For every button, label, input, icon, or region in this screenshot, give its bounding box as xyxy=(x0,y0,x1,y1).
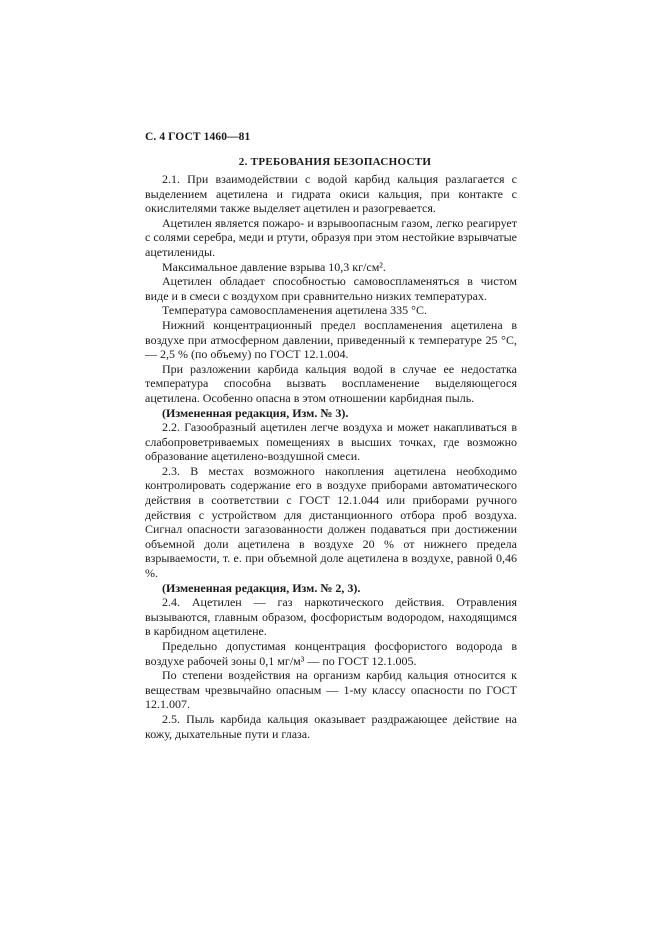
paragraph-2-4: 2.4. Ацетилен — газ наркотического действия. Отравления вызываются, главным образом, фосфористым водородом, находящимся в карбидном ацетилене. xyxy=(145,595,517,639)
amendment-note: (Измененная редакция, Изм. № 2, 3). xyxy=(162,580,361,595)
paragraph-lower-limit: Нижний концентрационный предел воспламенения ацетилена в воздухе при атмосферном давлении, приведенный к температуре 25 °С, — 2,5 % (по объему) по ГОСТ 12.1.004. xyxy=(145,317,517,362)
paragraph-decomposition: При разложении карбида кальция водой в случае ее недостатка температура способна вызвать воспламенение выделяющегося ацетилена. Особенно опасна в этом отношении карбидная пыль. xyxy=(145,361,517,405)
amendment-note: (Измененная редакция, Изм. № 3). xyxy=(162,405,349,420)
paragraph-acetylene-hazard: Ацетилен является пожаро- и взрывоопасным газом, легко реагирует с солями серебра, меди и ртути, образуя при этом нестойкие взрывчатые ацетилениды. xyxy=(145,215,517,259)
paragraph-self-ignition: Ацетилен обладает способностью самовоспламеняться в чистом виде и в смеси с воздухом при сравнительно низких температурах. xyxy=(145,274,517,303)
paragraph-hazard-class: По степени воздействия на организм карбид кальция относится к веществам чрезвычайно опасным — 1-му классу опасности по ГОСТ 12.1.007. xyxy=(145,668,517,712)
paragraph-2-2: 2.2. Газообразный ацетилен легче воздуха и может накапливаться в слабопроветриваемых помещениях в высших точках, где возможно образование ацетилено-воздушной смеси. xyxy=(145,420,517,464)
paragraph-2-3: 2.3. В местах возможного накопления ацетилена необходимо контролировать содержание его в воздухе приборами автоматического действия в соответствии с ГОСТ 12.1.044 или приборами ручного действия с устройством для дистанционного отбора проб воздуха. Сигнал опасности загазованности должен подаваться при достижении объемной доли ацетилена в воздухе 20 % от нижнего предела взрываемости, т. е. при объемной доле ацетилена в воздухе, равной 0,46 %. xyxy=(145,463,517,581)
paragraph-2-1: 2.1. При взаимодействии с водой карбид кальция разлагается с выделением ацетилена и гидрата окиси кальция, при контакте с окислителями также выделяет ацетилен и разогревается. xyxy=(145,172,517,216)
page-header: С. 4 ГОСТ 1460—81 xyxy=(145,131,251,143)
paragraph-max-pressure: Максимальное давление взрыва 10,3 кг/см². xyxy=(162,259,386,274)
paragraph-ignition-temperature: Температура самовоспламенения ацетилена 335 °С. xyxy=(162,303,427,318)
paragraph-2-5: 2.5. Пыль карбида кальция оказывает раздражающее действие на кожу, дыхательные пути и глаза. xyxy=(145,711,517,741)
body-text xyxy=(145,172,517,741)
section-title: 2. ТРЕБОВАНИЯ БЕЗОПАСНОСТИ xyxy=(238,156,432,168)
paragraph-phosphine-limit: Предельно допустимая концентрация фосфористого водорода в воздухе рабочей зоны 0,1 мг/м³ — по ГОСТ 12.1.005. xyxy=(145,639,517,668)
